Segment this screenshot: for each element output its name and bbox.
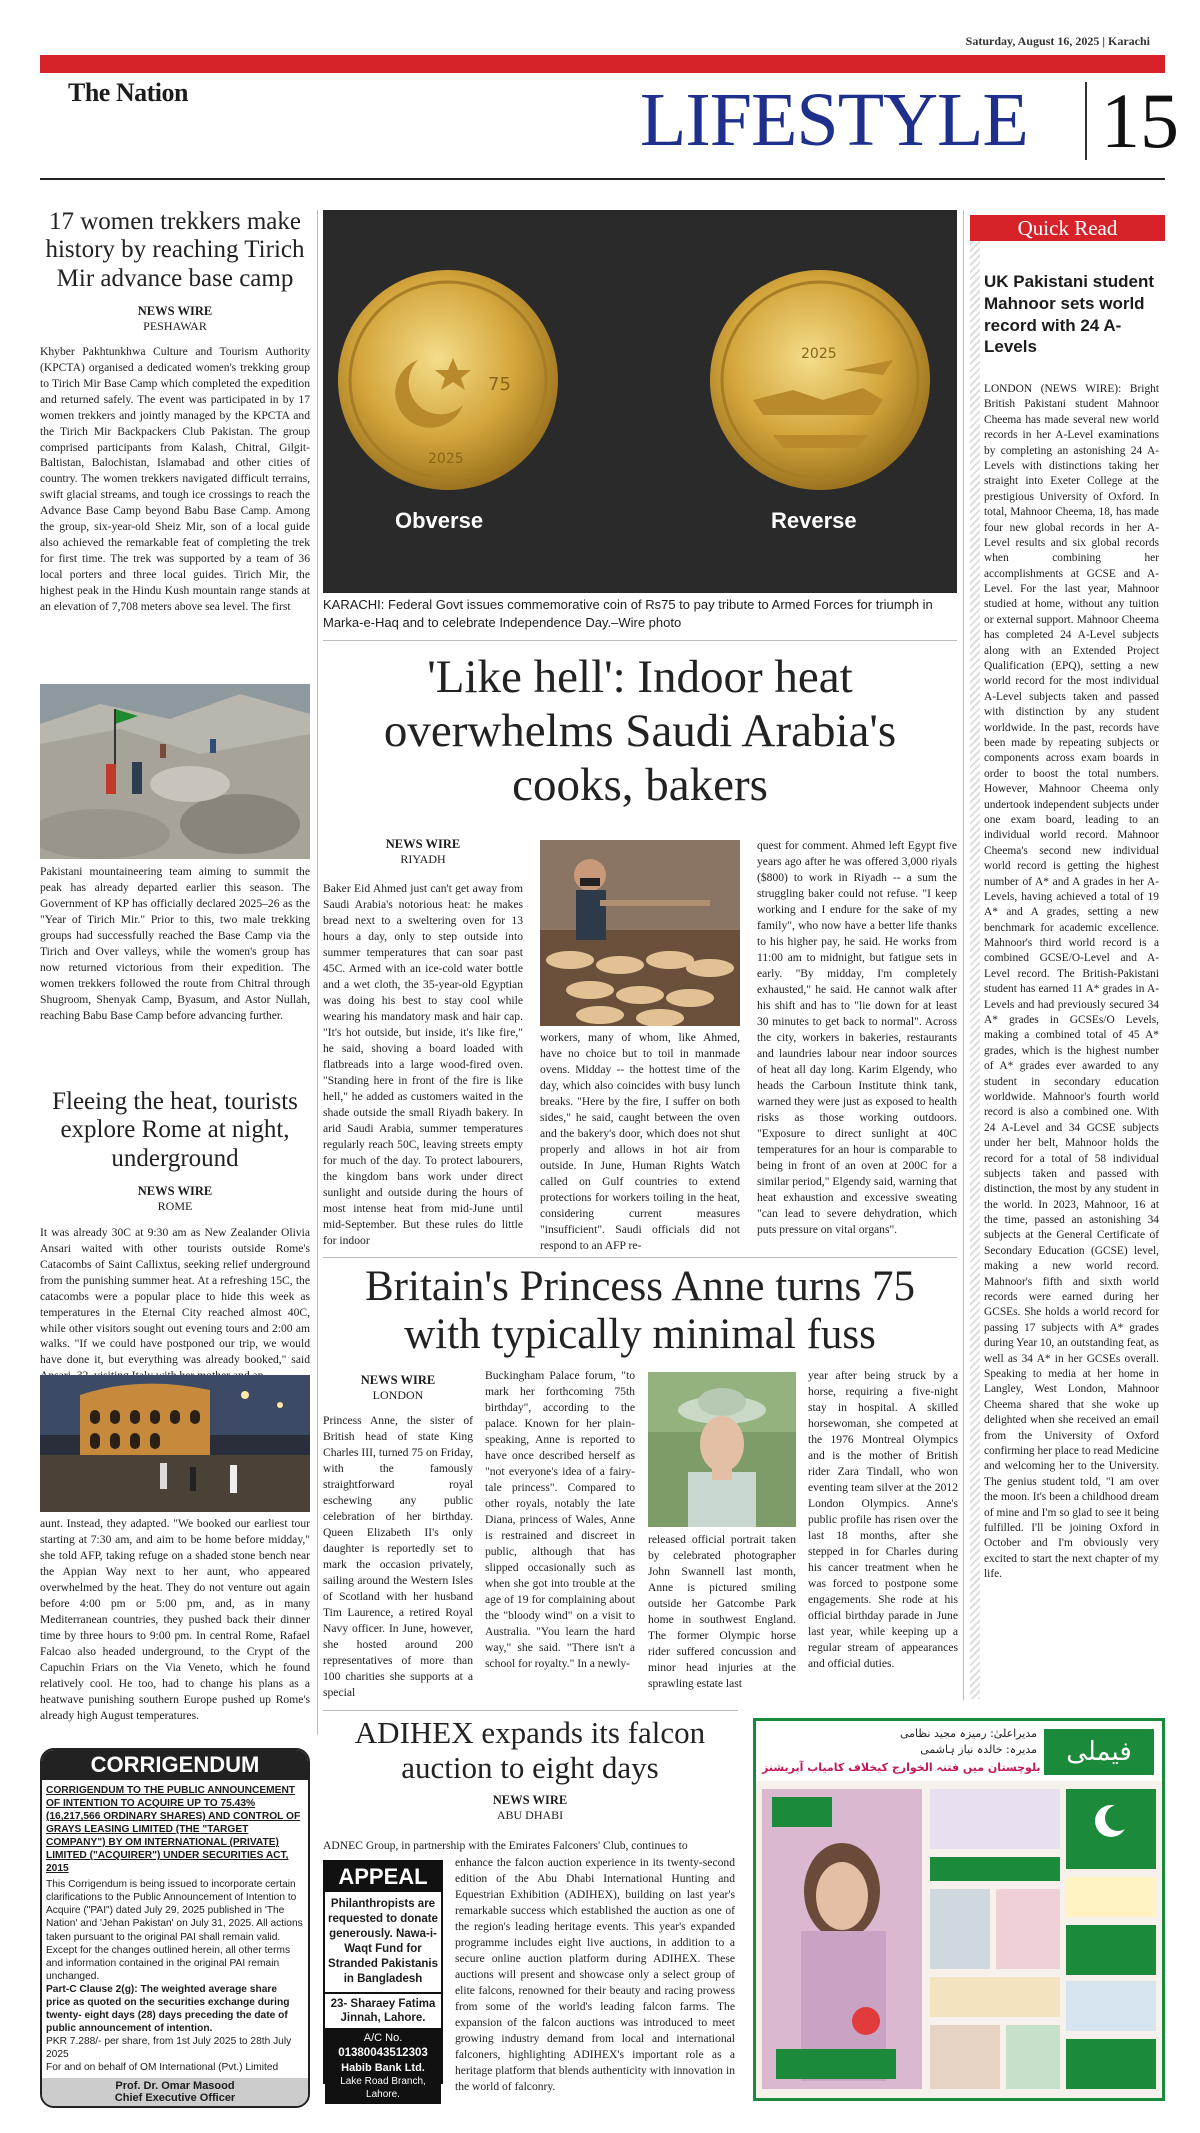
- appeal-bank: Habib Bank Ltd.: [341, 2061, 425, 2074]
- article-rome: [40, 1088, 310, 1392]
- coin-reverse: [710, 270, 930, 490]
- coin-photo: [323, 210, 957, 593]
- appeal-text: Philanthropists are requested to donate generously. Nawa-i-Waqt Fund for Stranded Pakistanis in Bangladesh: [328, 1898, 438, 1985]
- appeal-address: 23- Sharaey Fatima Jinnah, Lahore.: [325, 1992, 441, 2029]
- byline-agency: NEWS WIRE: [360, 1373, 436, 1387]
- appeal-account-number: 01380043512303: [338, 2046, 428, 2059]
- saudi-col2: workers, many of whom, like Ahmed, have no choice but to toil in manmade ovens. Midday -- the hottest time of the day, which also coincides with busy lunch breaks. "Here by the fire, I suffer on both sides," he said, caught between the oven and the bakery's door, which does not shut properly and allows in hot air from outside. In June, Human Rights Watch called on Gulf countries to extend protections for workers toiling in the heat, considering current measures "insufficient". Saudi officials did not respond to an AFP re-: [540, 1031, 740, 1252]
- corrigendum-heading: CORRIGENDUM TO THE PUBLIC ANNOUNCEMENT OF INTENTION TO ACQUIRE UP TO 75.43% (16,217,566 ORDINARY SHARES) AND CONTROL OF GRAYS LEASING LIMITED (THE "TARGET COMPANY") BY OM INTERNATIONAL (PRIVATE) LIMITED ("ACQUIRER") UNDER SECURITIES ACT, 2015: [46, 1785, 301, 1875]
- byline-place: ABU DHABI: [496, 1808, 564, 1823]
- coin-caption: KARACHI: Federal Govt issues commemorative coin of Rs75 to pay tribute to Armed Forces for triumph in Marka-e-Haq and to celebrate Independence Day.–Wire photo: [323, 597, 933, 630]
- article-trekkers: [40, 208, 310, 627]
- anne-col1: Princess Anne, the sister of British head of state King Charles III, turned 75 on Friday, with the famously straightforward royal eschewing any public celebration of her birthday. Queen Elizabeth II's only daughter is reportedly set to mark the occasion privately, sailing around the Western Isles of Scotland with her husband Tim Laurence, a retired Royal Navy officer. In June, however, she hosted around 200 representatives of more than 100 charities she supports at a special: [323, 1414, 473, 1699]
- corrigendum-ad: [40, 1748, 310, 2108]
- baker-photo: [540, 840, 740, 1026]
- saudi-headline: 'Like hell': Indoor heat overwhelms Saudi Arabia's cooks, bakers: [383, 651, 897, 812]
- appeal-ad: [323, 1860, 443, 2100]
- anne-photo: [648, 1372, 796, 1527]
- reverse-label: Reverse: [771, 508, 857, 533]
- corrigendum-behalf: For and on behalf of OM International (Pvt.) Limited: [46, 2061, 279, 2073]
- quick-read-inner: [980, 241, 1165, 1699]
- saudi-byline: [323, 836, 523, 868]
- corrigendum-title: CORRIGENDUM: [42, 1750, 308, 1780]
- quick-read-box: [970, 241, 1165, 1699]
- ad-collage: [756, 1781, 1162, 2098]
- divider: [323, 640, 957, 641]
- byline-agency: NEWS WIRE: [385, 837, 461, 851]
- masthead-logo: The Nation: [68, 78, 188, 107]
- column-divider: [317, 210, 318, 1735]
- divider: [323, 1710, 738, 1711]
- ad-editor: مدیراعلیٰ: رمیزہ مجید نظامی: [899, 1727, 1037, 1740]
- ad-editor-2: مدیرہ: خالدہ نیاز ہاشمی: [920, 1743, 1037, 1756]
- corrigendum-para: This Corrigendum is being issued to incorporate certain clarifications to the Public Announcement of Intention to Acquire ("PAI") dated July 29, 2025 published in 'The Nation' and 'Jehan Pakistan' on July 31, 2025. All actions taken pursuant to the original PAI shall remain valid. Except for the changes outlined herein, all other terms and information contained in the original PAI remain unchanged.: [46, 1879, 303, 1982]
- byline-agency: NEWS WIRE: [492, 1793, 568, 1807]
- saudi-col3: quest for comment. Ahmed left Egypt five years ago after he was offered 3,000 riyals ($800) to work in Riyadh -- a sum the struggling baker could not refuse. "I keep working and I endure for the sake of my family", who now have a better life thanks to his higher pay, he said. He works from 11:00 am to midnight, but fatigue sets in early. "By midday, I'm completely exhausted," he said. He cannot walk after his shift and has to "lie down for at least 30 minutes to get back to normal". Across the city, workers in bakeries, restaurants and laundries labour near indoor sources of heat all day long. Karim Elgendy, who heads the Carboun Institute think tank, warned they were just as exposed to health risks as those working outdoors. "Exposure to direct sunlight at 40C temperatures for an hour is comparable to being in front of an oven at 200C for a similar period," Elgendy said, warning that heat exhaustion and excessive sweating "can lead to severe dehydration, which puts pressure on vital organs".: [757, 839, 957, 1236]
- ad-tagline: بلوچستان میں فتنہ الخوارج کیخلاف کامیاب آپریشنز: [762, 1761, 1041, 1774]
- trekkers-byline: [40, 303, 310, 335]
- trekkers-headline: 17 women trekkers make history by reaching Tirich Mir advance base camp: [45, 208, 305, 292]
- coin-value: 75: [488, 374, 511, 395]
- column-divider: [963, 210, 964, 1700]
- appeal-title: APPEAL: [325, 1862, 441, 1892]
- ad-brand: فیملی: [1044, 1729, 1154, 1775]
- byline-place: ROME: [157, 1199, 193, 1213]
- rome-headline: Fleeing the heat, tourists explore Rome at night, underground: [52, 1088, 298, 1172]
- byline-agency: NEWS WIRE: [137, 1183, 213, 1198]
- appeal-bank-box: [325, 2028, 441, 2104]
- rome-byline: [40, 1183, 310, 1215]
- anne-col2: Buckingham Palace forum, "to mark her forthcoming 75th birthday", according to the palace. Known for her plain-speaking, Anne is reported to have once described herself as "not everyone's idea of a fairy-tale princess". Compared to other royals, notably the late Diana, princess of Wales, Anne is restrained and discreet in public, although that has slipped occasionally such as when she got into trouble at the age of 19 for complaining about the "bloody wind" on a visit to Australia. "You learn the hard way," she said. "There isn't a school for royalty." In a newly-: [485, 1369, 635, 1670]
- appeal-account-label: A/C No.: [363, 2032, 403, 2045]
- trekkers-body: Khyber Pakhtunkhwa Culture and Tourism Authority (KPCTA) organised a dedicated women's trekking group to Tirich Mir Base Camp which completed the expedition and returned safely. The event was participated in by 17 women trekkers and jointly managed by the KPCTA and the Tirich Mir Backpackers Club Pakistan. The group comprised participants from Kalash, Chitral, Gilgit-Baltistan, Balochistan, Islamabad and other cities of country. The women trekkers navigated difficult terrains, swift glacial streams, and tough ice crossings to reach the Advance Base Camp beyond Babu Base Camp. Among the group, six-year-old Sheiz Mir, son of a local guide also achieved the remarkable feat of completing the trek for first time. The trek was supported by a team of 36 local porters and three local guides. Tirich Mir, the highest peak in the Hindu Kush mountain range stands at an elevation of 7,708 meters above sea level. The first: [40, 344, 310, 614]
- anne-col4: year after being struck by a horse, requiring a five-night stay in hospital. A skilled horsewoman, she competed at the 1976 Montreal Olympics and is the mother of British rider Zara Tindall, who won eventing team silver at the 2012 London Olympics. Anne's public profile has risen over the last 18 months, after she stepped in for Charles during his cancer treatment when he was forced to postpone some engagements. She rode at his official birthday parade in June last year, while keeping up a regular stream of appearances and official duties.: [808, 1369, 958, 1670]
- section-title: LIFESTYLE: [640, 78, 1028, 162]
- adihex-headline: ADIHEX expands its falcon auction to eight days: [354, 1715, 706, 1786]
- header-red-bar: [40, 55, 1165, 73]
- quick-read-headline: UK Pakistani student Mahnoor sets world record with 24 A-Levels: [984, 272, 1155, 357]
- header-rule: [40, 178, 1165, 180]
- coin-year: 2025: [801, 346, 837, 362]
- trekkers-photo: [40, 684, 310, 859]
- corrigendum-signature: [42, 2078, 308, 2106]
- coin-year: 2025: [428, 451, 464, 467]
- appeal-branch: Lake Road Branch, Lahore.: [340, 2075, 426, 2100]
- magazine-ad: [753, 1718, 1165, 2101]
- rome-body: It was already 30C at 9:30 am as New Zealander Olivia Ansari waited with other tourists outside Rome's Catacombs of Saint Callixtus, seeking relief underground from the punishing summer heat. At a refreshing 15C, the catacombs were a popular place to hide this week as temperatures in the Eternal City reached almost 40C, while other visitors sought out evening tours and 2:00 am walks. "If we could have postponed our trip, we would have done it, but everything was already booked," said: [40, 1225, 310, 1367]
- anne-byline: [323, 1372, 473, 1404]
- rome-photo: [40, 1375, 310, 1512]
- corrigendum-price: PKR 7.288/- per share, from 1st July 2025 to 28th July 2025: [46, 2035, 292, 2060]
- signatory-name: Prof. Dr. Omar Masood: [115, 2080, 235, 2092]
- obverse-label: Obverse: [395, 508, 484, 533]
- anne-col3: released official portrait taken by celebrated photographer John Swannell last month, Anne is pictured smiling outside her Gatcombe Park home in southwest England. The former Olympic horse rider suffered concussion and minor head injuries at the sprawling estate last: [648, 1533, 796, 1690]
- signatory-designation: Chief Executive Officer: [114, 2092, 236, 2104]
- dateline: Saturday, August 16, 2025 | Karachi: [965, 34, 1150, 48]
- quick-read-body: LONDON (NEWS WIRE): Bright British Pakistani student Mahnoor Cheema has made several new world records in her A-Level examinations by completing an astonishing 24 A-Levels with distinctions taking her straight into Exeter College at the prestigious University of Oxford. In total, Mahnoor Cheema, 18, has made four new global records in her A-Level results and six global records when combining her accomplishments at GCSE and A-Level. For the last year, Mahnoor studied at home, without any tuition or external support. Mahnoor Cheema has completed 24 A-Level subjects along with an Extended Project Qualification (EPQ), setting a new world record for the most individual A-Level subjects taken and passed with distinction by any student worldwide. In the past, records have been made by repeating subjects or components across exam boards in order to boost the total numbers. However, Mahnoor Cheema only undertook independent subjects under one exam board, leading to an individual world record. Mahnoor Cheema's second new individual world record is getting the highest number of A* and A grades in her A-Levels, having achieved a total of 19 A* and A grades, setting a new benchmark for academic excellence. Mahnoor's third world record is a combined GCSE/O-Level and A-Level record. The British-Pakistani student has earned 11 A* grades in A-Levels and had previously secured 34 A* grades in GCSEs/O Levels, making a combined total of 45 A* grades, which is the highest number of A* grades ever awarded to any student in secondary education worldwide. Mahnoor's fourth world record is also a combined one. With 24 A-Level and 34 GCSE subjects under her belt, Mahnoor holds the record for a total of 58 individual subjects taken and passed with distinction, the most by any student in the world. In 2023, Mahnoor, 16 at the time, passed an astonishing 34 subjects at the General Certificate of Secondary Education (GCSE) level, making a new world record. Mahnoor's fifth and sixth world records were earned during her GCSEs. She holds a world record for passing 17 subjects with A* grades during Year 10, an outstanding feat, as well as 34 A* in her GCSEs overall. Speaking to media at her home in Langley, West London, Mahnoor Cheema shared that she woke up delighted when she received an email from the University of Oxford confirming her place to read Medicine and welcoming her to the University. The genius student told, "I am over the moon. It's been a childhood dream of mine and I'm so glad to see it being fulfilled. I'll be joining Oxford in October and I'm obviously very excited to start the next chapter of my life.: [984, 383, 1159, 1581]
- anne-headline: Britain's Princess Anne turns 75 with typically minimal fuss: [365, 1263, 915, 1359]
- ad-top-band: [756, 1721, 1162, 1781]
- adihex-lead: ADNEC Group, in partnership with the Emirates Falconers' Club, continues to: [323, 1839, 688, 1852]
- corrigendum-text: [42, 1780, 308, 2078]
- trekkers-body-continued: Pakistani mountaineering team aiming to summit the peak has already departed earlier this season. The Government of KP has officially declared 2025–26 as the "Year of Tirich Mir." Prior to this, two male trekking groups had successfully reached the Base Camp via the Tirich and Over valleys, while the women's group has now returned victorious from their expedition. The women trekkers followed the route from Chitral through Shugroom, Shenyak Camp, Byasum, and Astor Nullah, reaching Babu Base Camp before advancing further.: [40, 865, 310, 1022]
- saudi-col1: Baker Eid Ahmed just can't get away from Saudi Arabia's notorious heat: he makes bread next to a sweltering oven for 13 hours a day, only to step outside into summer temperatures that can soar past 45C. Armed with an ice-cold water bottle and a wet cloth, the 35-year-old Egyptian was doing his best to stay cool while wearing his mandatory mask and hair cap. "It's hot outside, but inside, it's like fire," he said, shoving a board loaded with flatbreads into a large wood-fired oven. "Standing here in front of the fire is like hell," he added as customers waited in the shade outside the small Riyadh bakery. In arid Saudi Arabia, summer temperatures regularly reach 50C, leaving streets empty for much of the day. To protect labourers, the kingdom bans work under direct sunlight and outside during the hours of most intense heat from mid-June until mid-September. But these rules do little for indoor: [323, 882, 523, 1247]
- byline-place: PESHAWAR: [143, 319, 207, 333]
- corrigendum-clause: Part-C Clause 2(g): The weighted average share price as quoted on the securities exchange during twenty- eight days (28) days preceding the date of public announcement of intention.: [46, 1983, 290, 2034]
- divider: [323, 1257, 957, 1258]
- quick-read-label: Quick Read: [970, 215, 1165, 241]
- byline-agency: NEWS WIRE: [137, 303, 213, 318]
- adihex-byline: [430, 1792, 630, 1824]
- adihex-body: enhance the falcon auction experience in its twenty-second edition of the Abu Dhabi International Hunting and Equestrian Exhibition (ADIHEX), building on last year's remarkable success which established the auction as one of the region's leading heritage events. This year's expanded programme includes eight live auctions, in addition to a secure online auction platform during ADIHEX. These auctions will present and showcase only a select group of elite falcons, renowned for their beauty and racing prowess from some of the world's leading falcon farms. The expansion of the falcon auctions was introduced to meet growing industry demand from local and international falconers, highlighting ADIHEX's important role as a heritage platform that blends authenticity with innovation in the world of falconry.: [455, 1856, 735, 2093]
- rome-body-continued: aunt. Instead, they adapted. "We booked our earliest tour starting at 7:30 am, and aim to be home before midday," she told AFP, taking refuge on a shaded stone bench near the Appian Way next to her aunt, who appeared overwhelmed by the heat. They do not venture out again before 4:00 pm or 5:00 pm, and, as in many Mediterranean countries, they pushed back their dinner time by three hours to 9:00 pm. In central Rome, Rafael Falcao also headed underground, to the Crypt of the Capuchin Friars on the Via Veneto, which he found relatively cool. He too, had to change his plans as a heatwave punishing southern Europe pushed up Rome's already high August temperatures.: [40, 1517, 310, 1722]
- byline-place: LONDON: [372, 1388, 424, 1403]
- byline-place: RIYADH: [400, 852, 446, 867]
- page-number: 15: [1085, 82, 1179, 160]
